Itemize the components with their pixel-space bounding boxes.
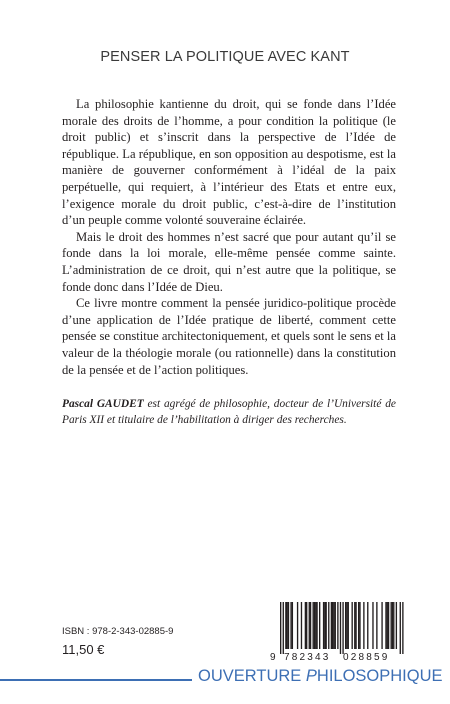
- barcode-bar-44: [388, 602, 389, 649]
- barcode-bar-28: [342, 602, 343, 654]
- blurb-paragraph-1: La philosophie kantienne du droit, qui se fonde dans l’Idée morale des droits de l’homme, a pour condition la politique (le droit public) et s’inscrit dans la perspective de l’Idée de république. La république, en son opposition au despotisme, est la manière de gouverner conformément à l’idéal de la paix perpétuelle, qui requiert, à l’intérieur des Etats et entre eux, l’exigence morale du droit public, c’est-à-dire de l’institution d’un peuple comme volonté souveraine éclairée.: [62, 97, 396, 228]
- barcode-bar-5: [290, 602, 291, 649]
- barcode-bar-2: [285, 602, 286, 649]
- series-rule: [0, 679, 192, 681]
- barcode-bar-45: [391, 602, 392, 649]
- series-name-part1: OUVERTURE: [198, 667, 306, 685]
- barcode-bar-38: [367, 602, 368, 649]
- barcode-bar-0: [280, 602, 281, 654]
- series-name: [198, 667, 443, 686]
- barcode-bar-16: [316, 602, 317, 649]
- barcode-bar-42: [385, 602, 386, 649]
- barcode-bar-34: [355, 602, 356, 649]
- barcode-bar-7: [297, 602, 298, 649]
- series-name-initial: P: [305, 667, 317, 685]
- blurb-paragraph-2: Mais le droit des hommes n’est sacré que pour autant qu’il se fonde dans la loi morale, elle-même pensée comme sainte. L’administration de ce droit, qui n’est autre que la politique, se fonde donc dans l’Idée de Dieu.: [62, 229, 396, 294]
- barcode-bar-31: [348, 602, 349, 649]
- author-bio: [62, 396, 396, 428]
- barcode-bar-40: [376, 602, 377, 649]
- barcode-bar-39: [372, 602, 373, 649]
- barcode-digit-prefix: 9: [270, 652, 276, 662]
- barcode-digits-left: 782343: [284, 652, 331, 662]
- author-bio-text: est agrégé de philosophie, docteur de l’Université de Paris XII et titulaire de l’habilitation à diriger des recherches.: [62, 398, 396, 426]
- barcode-bar-49: [400, 602, 401, 654]
- barcode-bar-36: [359, 602, 360, 649]
- barcode-bar-4: [288, 602, 289, 649]
- barcode-bar-24: [333, 602, 334, 649]
- barcode-bar-50: [402, 602, 403, 654]
- barcode-bar-13: [313, 602, 314, 649]
- price-label: 11,50 €: [62, 642, 105, 657]
- barcode-bar-33: [354, 602, 355, 649]
- barcode-bar-22: [331, 602, 332, 649]
- barcode: [269, 602, 407, 662]
- barcode-bar-3: [287, 602, 288, 649]
- barcode-digits-right: 028859: [343, 652, 390, 662]
- barcode-graphic: [269, 602, 407, 662]
- barcode-bar-9: [305, 602, 306, 649]
- back-cover-blurb: [62, 96, 396, 378]
- barcode-bar-18: [323, 602, 324, 649]
- isbn-label: ISBN : 978-2-343-02885-9: [62, 626, 174, 637]
- barcode-bar-14: [314, 602, 315, 649]
- barcode-bar-32: [352, 602, 353, 649]
- barcode-bar-47: [393, 602, 394, 649]
- barcode-bar-10: [306, 602, 307, 649]
- barcode-bar-25: [335, 602, 336, 649]
- barcode-bar-37: [363, 602, 364, 649]
- barcode-bar-48: [396, 602, 397, 649]
- barcode-bar-23: [332, 602, 333, 649]
- barcode-bar-46: [392, 602, 393, 649]
- barcode-bar-30: [346, 602, 347, 649]
- barcode-bar-15: [315, 602, 316, 649]
- barcode-bar-19: [324, 602, 325, 649]
- barcode-bar-8: [301, 602, 302, 649]
- barcode-bar-1: [283, 602, 284, 654]
- blurb-paragraph-3: Ce livre montre comment la pensée juridico-politique procède d’une application de l’Idée pratique de liberté, comment cette pensée se constitue architectoniquement, et quels sont le sens et la valeur de la théologie morale (ou rationnelle) dans la constitution de la pensée et de l’action politiques.: [62, 296, 396, 377]
- barcode-bar-21: [328, 602, 329, 649]
- barcode-bar-35: [358, 602, 359, 649]
- book-title: PENSER LA POLITIQUE AVEC KANT: [100, 49, 350, 65]
- barcode-bar-17: [319, 602, 320, 649]
- barcode-bar-12: [310, 602, 311, 649]
- series-banner: [0, 667, 450, 695]
- barcode-bar-43: [387, 602, 388, 649]
- barcode-bars: [280, 602, 404, 654]
- barcode-bar-26: [337, 602, 338, 649]
- series-name-part2: HILOSOPHIQUE: [316, 667, 443, 685]
- barcode-bar-6: [292, 602, 293, 649]
- author-name: Pascal GAUDET: [62, 398, 144, 410]
- barcode-bar-20: [326, 602, 327, 649]
- barcode-bar-29: [345, 602, 346, 649]
- barcode-bar-27: [340, 602, 341, 654]
- barcode-bar-11: [309, 602, 310, 649]
- barcode-bar-41: [381, 602, 382, 649]
